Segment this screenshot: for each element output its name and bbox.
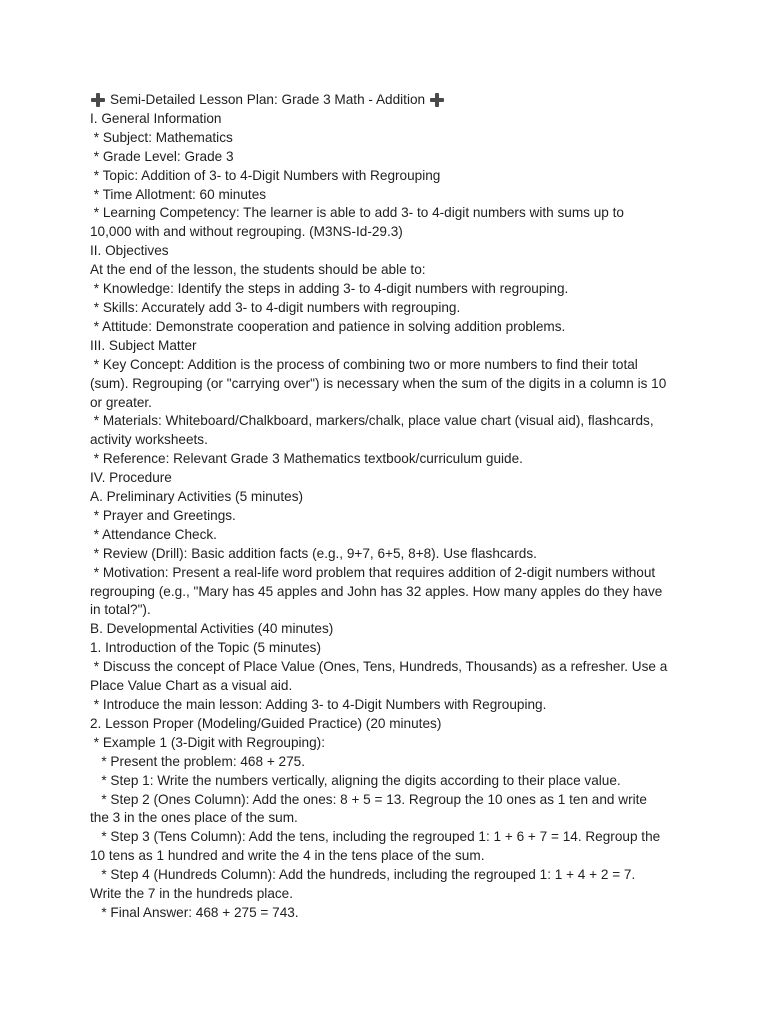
document-line: activity worksheets.: [90, 432, 208, 448]
document-page: [90, 91, 690, 923]
document-line: regrouping (e.g., "Mary has 45 apples and John has 32 apples. How many apples do they have: [90, 583, 663, 599]
document-line: * Final Answer: 468 + 275 = 743.: [90, 904, 299, 920]
document-line: * Attitude: Demonstrate cooperation and patience in solving addition problems.: [90, 318, 566, 334]
document-line: * Topic: Addition of 3- to 4-Digit Numbers with Regrouping: [90, 167, 441, 183]
document-line: II. Objectives: [90, 243, 169, 259]
document-line: * Review (Drill): Basic addition facts (e.g., 9+7, 6+5, 8+8). Use flashcards.: [90, 545, 537, 561]
plus-icon: [90, 92, 106, 108]
document-line: * Key Concept: Addition is the process of combining two or more numbers to find their total: [90, 356, 638, 372]
document-title: Semi-Detailed Lesson Plan: Grade 3 Math - Addition: [110, 92, 426, 107]
plus-icon: [429, 92, 445, 108]
document-line: 1. Introduction of the Topic (5 minutes): [90, 640, 321, 656]
document-line: * Attendance Check.: [90, 526, 217, 542]
document-line: 10,000 with and without regrouping. (M3NS-Id-29.3): [90, 224, 403, 240]
document-line: * Skills: Accurately add 3- to 4-digit numbers with regrouping.: [90, 299, 461, 315]
document-line: Write the 7 in the hundreds place.: [90, 886, 294, 902]
document-line: * Example 1 (3-Digit with Regrouping):: [90, 734, 325, 750]
document-line: in total?").: [90, 602, 151, 618]
document-title-line: [90, 91, 690, 110]
document-line: * Prayer and Greetings.: [90, 507, 236, 523]
document-line: I. General Information: [90, 110, 222, 126]
document-line: * Discuss the concept of Place Value (Ones, Tens, Hundreds, Thousands) as a refresher. Use a: [90, 659, 668, 675]
document-line: III. Subject Matter: [90, 337, 197, 353]
document-line: B. Developmental Activities (40 minutes): [90, 621, 334, 637]
document-line: (sum). Regrouping (or "carrying over") is necessary when the sum of the digits in a column is 10: [90, 375, 667, 391]
document-line: the 3 in the ones place of the sum.: [90, 810, 298, 826]
document-line: * Subject: Mathematics: [90, 129, 233, 145]
document-line: Place Value Chart as a visual aid.: [90, 678, 293, 694]
document-line: 2. Lesson Proper (Modeling/Guided Practice) (20 minutes): [90, 715, 442, 731]
document-line: * Knowledge: Identify the steps in adding 3- to 4-digit numbers with regrouping.: [90, 281, 569, 297]
document-line: * Materials: Whiteboard/Chalkboard, markers/chalk, place value chart (visual aid), flashcards,: [90, 413, 654, 429]
document-line: or greater.: [90, 394, 152, 410]
document-line: * Motivation: Present a real-life word problem that requires addition of 2-digit numbers without: [90, 564, 656, 580]
document-line: * Step 4 (Hundreds Column): Add the hundreds, including the regrouped 1: 1 + 4 + 2 = 7.: [90, 867, 636, 883]
document-line: * Present the problem: 468 + 275.: [90, 753, 306, 769]
document-line: * Grade Level: Grade 3: [90, 148, 234, 164]
document-line: * Step 1: Write the numbers vertically, aligning the digits according to their place value.: [90, 772, 621, 788]
document-body: [90, 110, 690, 923]
document-line: * Reference: Relevant Grade 3 Mathematics textbook/curriculum guide.: [90, 451, 523, 467]
document-line: 10 tens as 1 hundred and write the 4 in the tens place of the sum.: [90, 848, 485, 864]
document-line: IV. Procedure: [90, 470, 172, 486]
document-line: At the end of the lesson, the students should be able to:: [90, 262, 426, 278]
document-line: * Step 3 (Tens Column): Add the tens, including the regrouped 1: 1 + 6 + 7 = 14. Regroup the: [90, 829, 661, 845]
document-line: * Learning Competency: The learner is able to add 3- to 4-digit numbers with sums up to: [90, 205, 624, 221]
document-line: * Step 2 (Ones Column): Add the ones: 8 + 5 = 13. Regroup the 10 ones as 1 ten and write: [90, 791, 647, 807]
document-line: * Introduce the main lesson: Adding 3- to 4-Digit Numbers with Regrouping.: [90, 697, 547, 712]
document-line: A. Preliminary Activities (5 minutes): [90, 489, 304, 505]
document-line: * Time Allotment: 60 minutes: [90, 186, 267, 202]
